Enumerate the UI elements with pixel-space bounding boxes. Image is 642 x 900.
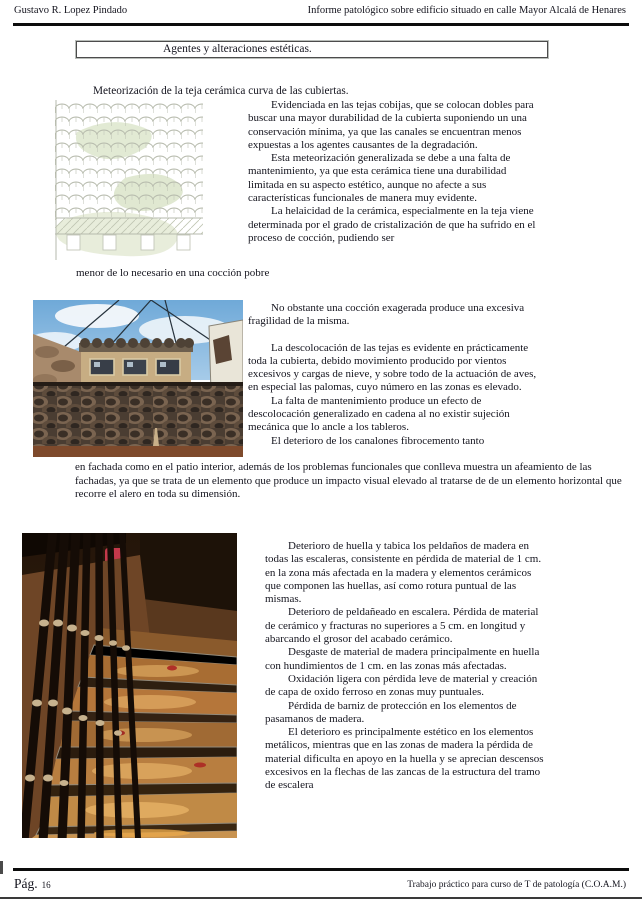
- windows: [90, 359, 180, 375]
- tile-field: [33, 386, 243, 446]
- section2-overflow-paragraph: en fachada como en el patio interior, además de los problemas funcionales que conlleva muestra un afeamiento de las fachadas, ya que se trata de un elemento que produce un impacto visual elevado al tratarse de de un elemento horizontal que recorre el alero en toda su dimensión.: [75, 461, 622, 501]
- section-title: Agentes y alteraciones estéticas.: [163, 43, 312, 55]
- header-rule: [13, 23, 629, 26]
- staircase-photo: [22, 533, 237, 838]
- paragraph: La falta de mantenimiento produce un efecto de descolocación generalizado en cadena al no existir sujeción mecánica que lo ancle a los tableros.: [248, 394, 510, 434]
- paragraph: Pérdida de barniz de protección en los elementos de pasamanos de madera.: [265, 699, 517, 725]
- roof-tile-drawing-figure: [55, 100, 203, 263]
- scan-edge: [0, 897, 642, 899]
- footer-course-text: Trabajo práctico para curso de T de patología (C.O.A.M.): [407, 880, 626, 890]
- section-title-box: [76, 41, 548, 58]
- scan-artifact: [0, 861, 3, 874]
- paragraph: La descolocación de las tejas es evidente en prácticamente toda la cubierta, debido movimiento producido por vientos excesivos y cargas de nieve, y sobre todo de la actuación de aves, en especial las palomas, cuyo número en las zonas es elevado.: [248, 341, 537, 394]
- section1-heading: Meteorización de la teja cerámica curva de las cubiertas.: [93, 85, 349, 97]
- footer-rule: [13, 868, 629, 871]
- paragraph: Deterioro de huella y tabica los peldaños de madera en todas las escaleras, consistente en pérdida de material de 1 cm. en la zona más afectada en la madera y elementos cerámicos que componen las huellas, así como rotura puntual de las mismas.: [265, 540, 542, 606]
- paragraph: Oxidación ligera con pérdida leve de material y creación de capa de oxido ferroso en zonas muy puntuales.: [265, 672, 538, 699]
- page-number: [14, 875, 51, 893]
- paragraph: Evidenciada en las tejas cobijas, que se colocan dobles para buscar una mayor durabilidad de la cubierta suponiendo un una conservación mínima, ya que las canales se encuentran menos expuestas a los agentes causantes de la degradación.: [248, 99, 534, 151]
- header-author: Gustavo R. Lopez Pindado: [14, 5, 128, 16]
- paragraph: Deterioro de peldañeado en escalera. Pérdida de material de cerámico y fracturas no superiores a 5 cm. en longitud y abarcando el grosor del acabado cerámico.: [265, 606, 539, 646]
- section2-text-column: [248, 302, 546, 448]
- chimney: [213, 335, 232, 364]
- lower-wall: [33, 446, 243, 457]
- section3-text-column: [265, 540, 545, 793]
- paragraph: El deterioro de los canalones fibrocemento tanto: [271, 434, 485, 447]
- header-title: Informe patológico sobre edificio situado en calle Mayor Alcalá de Henares: [307, 5, 626, 16]
- page-label: Pág.: [14, 876, 38, 891]
- paragraph: No obstante una cocción exagerada produce una excesiva fragilidad de la misma.: [248, 302, 525, 328]
- paragraph: Desgaste de material de madera principalmente en huella con hundimientos de 1 cm. en las zonas más afectadas.: [265, 646, 540, 672]
- paragraph: El deterioro es principalmente estético en los elementos metálicos, mientras que en las zonas de madera la pérdida de material dificulta en apoyo en la huella y se aprecian descensos excesivos en la flechas de las zancas de la estructura del tramo de escalera: [265, 726, 544, 792]
- cloud: [55, 304, 139, 328]
- roof-tiles-photo: [33, 300, 243, 457]
- paragraph: Esta meteorización generalizada se debe a una falta de mantenimiento, ya que esta cerámica tiene una durabilidad limitada en su aspecto estético, aunque no afecte a sus características funcionales de manera muy evidente.: [248, 152, 511, 205]
- section1-overflow-line: menor de lo necesario en una cocción pobre: [76, 267, 270, 279]
- section1-text-column: [248, 99, 544, 245]
- paragraph: La helaicidad de la cerámica, especialmente en la teja viene determinada por el grado de cristalización de que ha sufrido en el proceso de cocción, pudiendo ser: [248, 205, 536, 244]
- page-number-value: 16: [41, 880, 51, 890]
